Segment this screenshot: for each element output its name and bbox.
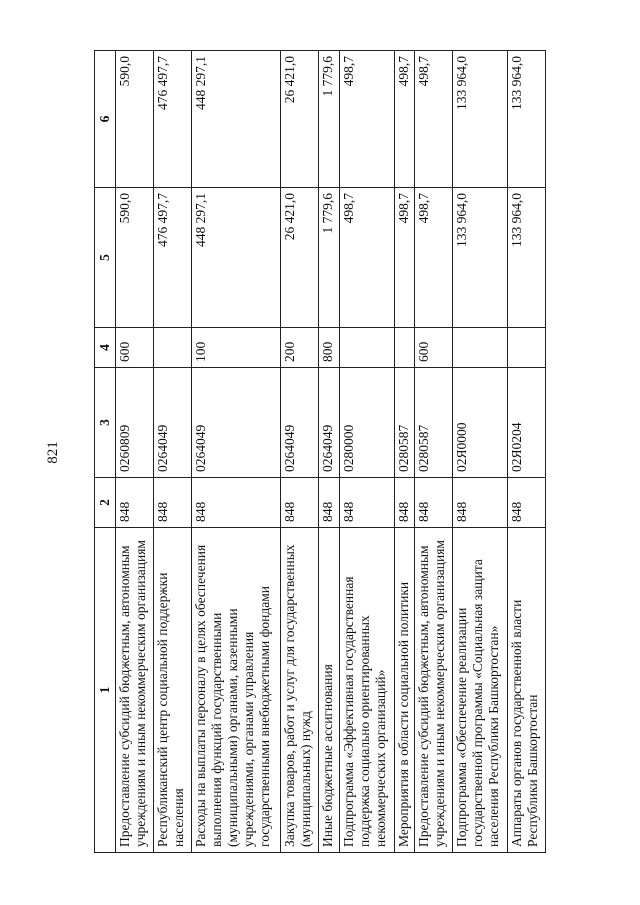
table-row (116, 51, 154, 853)
col-4-cell: 600 (415, 328, 453, 368)
col-3-cell: 0264049 (319, 368, 340, 478)
col-2-cell: 848 (319, 478, 340, 528)
col-6-cell: 448 297,1 (191, 51, 281, 188)
col-5-cell: 590,0 (116, 188, 154, 328)
col-4-cell: 800 (319, 328, 340, 368)
table-row (339, 51, 394, 853)
table-row (508, 51, 546, 853)
col-2-cell: 848 (508, 478, 546, 528)
row-name: Республиканский центр социальной поддержки населения (153, 528, 191, 853)
column-header: 5 (95, 188, 116, 328)
table-row (319, 51, 340, 853)
col-4-cell (508, 328, 546, 368)
col-3-cell: 0280587 (415, 368, 453, 478)
col-3-cell: 0260809 (116, 368, 154, 478)
header-row (95, 51, 116, 853)
table-row (453, 51, 508, 853)
column-header: 3 (95, 368, 116, 478)
col-3-cell: 0280587 (394, 368, 415, 478)
col-2-cell: 848 (153, 478, 191, 528)
col-3-cell: 02Я0204 (508, 368, 546, 478)
row-name: Расходы на выплаты персоналу в целях обеспечения выполнения функций государственными (муниципальными) органами, казенными учреждениями, органами управления государственными внебюджетными фондами (191, 528, 281, 853)
col-4-cell (453, 328, 508, 368)
row-name: Предоставление субсидий бюджетным, автономным учреждениям и иным некоммерческим организациям (415, 528, 453, 853)
col-5-cell: 498,7 (339, 188, 394, 328)
col-5-cell: 498,7 (415, 188, 453, 328)
col-2-cell: 848 (415, 478, 453, 528)
budget-table (94, 50, 546, 853)
col-6-cell: 498,7 (415, 51, 453, 188)
col-5-cell: 498,7 (394, 188, 415, 328)
col-6-cell: 133 964,0 (453, 51, 508, 188)
table-row (394, 51, 415, 853)
table-row (153, 51, 191, 853)
col-2-cell: 848 (191, 478, 281, 528)
row-name: Подпрограмма «Обеспечение реализации государственной программы «Социальная защита населения Республики Башкортостан» (453, 528, 508, 853)
col-4-cell: 600 (116, 328, 154, 368)
column-header: 2 (95, 478, 116, 528)
col-6-cell: 476 497,7 (153, 51, 191, 188)
page-number: 821 (44, 441, 61, 464)
row-name: Предоставление субсидий бюджетным, автономным учреждениям и иным некоммерческим организациям (116, 528, 154, 853)
col-6-cell: 590,0 (116, 51, 154, 188)
row-name: Подпрограмма «Эффективная государственная поддержка социально ориентированных некоммерческих организаций» (339, 528, 394, 853)
col-2-cell: 848 (339, 478, 394, 528)
row-name: Закупка товаров, работ и услуг для государственных (муниципальных) нужд (281, 528, 319, 853)
col-6-cell: 133 964,0 (508, 51, 546, 188)
col-4-cell (394, 328, 415, 368)
col-5-cell: 1 779,6 (319, 188, 340, 328)
col-3-cell: 0264049 (191, 368, 281, 478)
col-4-cell (339, 328, 394, 368)
row-name: Мероприятия в области социальной политики (394, 528, 415, 853)
col-3-cell: 02Я0000 (453, 368, 508, 478)
col-3-cell: 0264049 (281, 368, 319, 478)
column-header: 6 (95, 51, 116, 188)
col-3-cell: 0264049 (153, 368, 191, 478)
col-6-cell: 498,7 (394, 51, 415, 188)
col-6-cell: 1 779,6 (319, 51, 340, 188)
column-header: 4 (95, 328, 116, 368)
col-4-cell (153, 328, 191, 368)
col-4-cell: 200 (281, 328, 319, 368)
table-row (191, 51, 281, 853)
row-name: Аппараты органов государственной власти Республики Башкортостан (508, 528, 546, 853)
col-2-cell: 848 (453, 478, 508, 528)
col-5-cell: 26 421,0 (281, 188, 319, 328)
col-3-cell: 0280000 (339, 368, 394, 478)
col-6-cell: 498,7 (339, 51, 394, 188)
row-name: Иные бюджетные ассигнования (319, 528, 340, 853)
column-header: 1 (95, 528, 116, 853)
table-row (415, 51, 453, 853)
col-5-cell: 133 964,0 (453, 188, 508, 328)
col-2-cell: 848 (281, 478, 319, 528)
col-4-cell: 100 (191, 328, 281, 368)
col-5-cell: 448 297,1 (191, 188, 281, 328)
col-5-cell: 133 964,0 (508, 188, 546, 328)
col-5-cell: 476 497,7 (153, 188, 191, 328)
col-6-cell: 26 421,0 (281, 51, 319, 188)
col-2-cell: 848 (394, 478, 415, 528)
rotated-page (94, 51, 546, 853)
col-2-cell: 848 (116, 478, 154, 528)
table-row (281, 51, 319, 853)
